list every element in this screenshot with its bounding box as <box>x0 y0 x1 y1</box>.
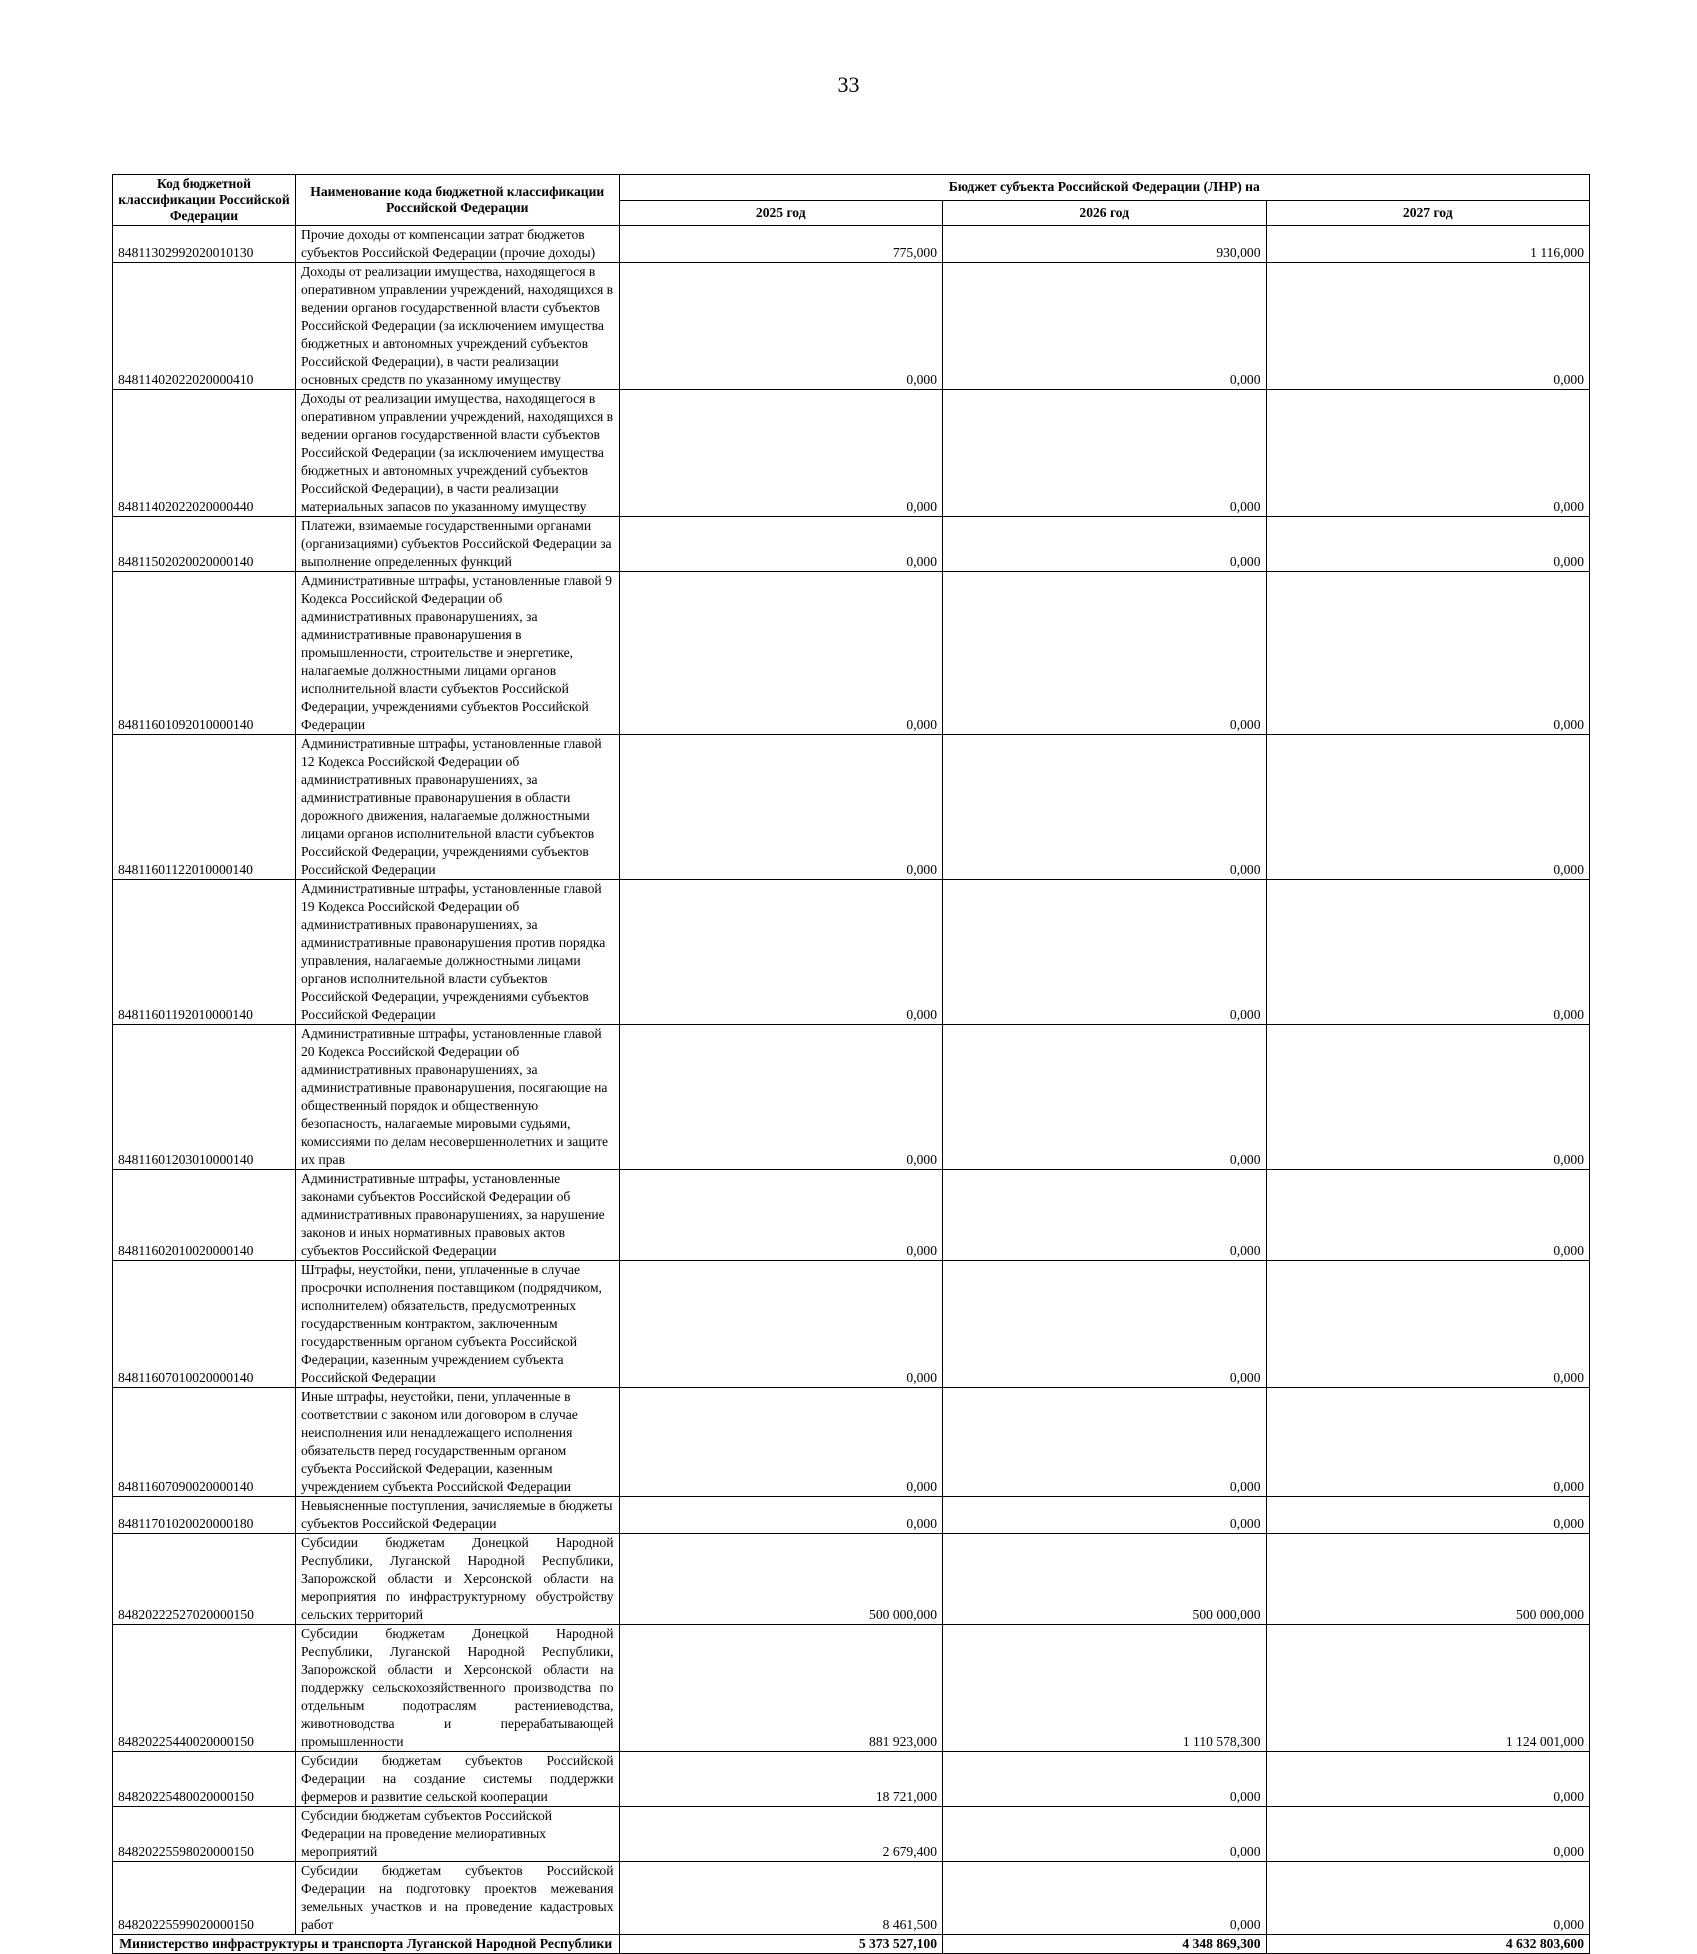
row-value-2026: 1 110 578,300 <box>943 1625 1267 1752</box>
row-value-2025: 0,000 <box>619 1497 943 1534</box>
row-value-2026: 0,000 <box>943 1388 1267 1497</box>
total-value-2026: 4 348 869,300 <box>943 1935 1267 1954</box>
row-value-2027: 500 000,000 <box>1266 1534 1590 1625</box>
row-value-2027: 0,000 <box>1266 1025 1590 1170</box>
row-name: Платежи, взимаемые государственными органами (организациями) субъектов Российской Федерации за выполнение определенных функций <box>296 517 620 572</box>
row-value-2026: 0,000 <box>943 1807 1267 1862</box>
row-value-2025: 0,000 <box>619 263 943 390</box>
row-value-2026: 0,000 <box>943 263 1267 390</box>
row-value-2027: 0,000 <box>1266 1752 1590 1807</box>
row-code: 84811701020020000180 <box>113 1497 296 1534</box>
row-code: 84820225599020000150 <box>113 1862 296 1935</box>
row-value-2027: 0,000 <box>1266 1388 1590 1497</box>
row-name: Административные штрафы, установленные законами субъектов Российской Федерации об административных правонарушениях, за нарушение законов и иных нормативных правовых актов субъектов Российской Федерации <box>296 1170 620 1261</box>
row-value-2026: 0,000 <box>943 1025 1267 1170</box>
table-row <box>113 263 1590 390</box>
row-code: 84811601092010000140 <box>113 572 296 735</box>
row-value-2027: 0,000 <box>1266 263 1590 390</box>
row-name: Субсидии бюджетам Донецкой Народной Республики, Луганской Народной Республики, Запорожской области и Херсонской области на поддержку сельскохозяйственного производства по отдельным подотраслям растениеводства, животноводства и перерабатывающей промышленности <box>296 1625 620 1752</box>
row-value-2027: 0,000 <box>1266 1170 1590 1261</box>
row-value-2027: 0,000 <box>1266 735 1590 880</box>
row-value-2025: 881 923,000 <box>619 1625 943 1752</box>
row-code: 84811602010020000140 <box>113 1170 296 1261</box>
table-row <box>113 1170 1590 1261</box>
row-code: 84811601203010000140 <box>113 1025 296 1170</box>
table-row <box>113 226 1590 263</box>
page-number: 33 <box>837 72 860 97</box>
row-value-2027: 0,000 <box>1266 390 1590 517</box>
row-value-2026: 0,000 <box>943 1497 1267 1534</box>
row-name: Невыясненные поступления, зачисляемые в бюджеты субъектов Российской Федерации <box>296 1497 620 1534</box>
row-value-2025: 775,000 <box>619 226 943 263</box>
row-value-2025: 0,000 <box>619 572 943 735</box>
row-value-2027: 0,000 <box>1266 880 1590 1025</box>
row-code: 84811607090020000140 <box>113 1388 296 1497</box>
table-row <box>113 1752 1590 1807</box>
row-value-2026: 0,000 <box>943 390 1267 517</box>
row-name: Доходы от реализации имущества, находящегося в оперативном управлении учреждений, находящихся в ведении органов государственной власти субъектов Российской Федерации (за исключением имущества бюджетных и автономных учреждений субъектов Российской Федерации), в части реализации материальных запасов по указанному имуществу <box>296 390 620 517</box>
total-label: Министерство инфраструктуры и транспорта Луганской Народной Республики <box>113 1935 620 1954</box>
row-value-2025: 2 679,400 <box>619 1807 943 1862</box>
row-value-2025: 500 000,000 <box>619 1534 943 1625</box>
row-code: 84811502020020000140 <box>113 517 296 572</box>
row-value-2026: 0,000 <box>943 1261 1267 1388</box>
row-code: 84811302992020010130 <box>113 226 296 263</box>
row-value-2025: 0,000 <box>619 1261 943 1388</box>
total-row <box>113 1935 1590 1954</box>
row-name: Административные штрафы, установленные главой 19 Кодекса Российской Федерации об административных правонарушениях, за административные правонарушения против порядка управления, налагаемые должностными лицами органов исполнительной власти субъектов Российской Федерации, учреждениями субъектов Российской Федерации <box>296 880 620 1025</box>
row-value-2026: 0,000 <box>943 517 1267 572</box>
row-value-2025: 0,000 <box>619 517 943 572</box>
row-name: Штрафы, неустойки, пени, уплаченные в случае просрочки исполнения поставщиком (подрядчиком, исполнителем) обязательств, предусмотренных государственным контрактом, заключенным государственным органом субъекта Российской Федерации, казенным учреждением субъекта Российской Федерации <box>296 1261 620 1388</box>
total-value-2027: 4 632 803,600 <box>1266 1935 1590 1954</box>
row-value-2027: 0,000 <box>1266 1807 1590 1862</box>
budget-table <box>112 174 1590 1954</box>
header-code: Код бюджетной классификации Российской Федерации <box>113 175 296 226</box>
row-code: 84811402022020000410 <box>113 263 296 390</box>
row-value-2026: 0,000 <box>943 1752 1267 1807</box>
table-row <box>113 517 1590 572</box>
row-value-2025: 8 461,500 <box>619 1862 943 1935</box>
row-name: Иные штрафы, неустойки, пени, уплаченные в соответствии с законом или договором в случае неисполнения или ненадлежащего исполнения обязательств перед государственным органом субъекта Российской Федерации, казенным учреждением субъекта Российской Федерации <box>296 1388 620 1497</box>
header-name: Наименование кода бюджетной классификации Российской Федерации <box>296 175 620 226</box>
table-row <box>113 1261 1590 1388</box>
row-code: 84811601192010000140 <box>113 880 296 1025</box>
row-value-2025: 0,000 <box>619 735 943 880</box>
table-row <box>113 572 1590 735</box>
row-name: Субсидии бюджетам субъектов Российской Федерации на создание системы поддержки фермеров и развитие сельской кооперации <box>296 1752 620 1807</box>
row-value-2025: 0,000 <box>619 880 943 1025</box>
row-value-2027: 0,000 <box>1266 1497 1590 1534</box>
row-value-2027: 0,000 <box>1266 517 1590 572</box>
row-value-2027: 0,000 <box>1266 1261 1590 1388</box>
row-value-2025: 18 721,000 <box>619 1752 943 1807</box>
table-row <box>113 1388 1590 1497</box>
row-code: 84820222527020000150 <box>113 1534 296 1625</box>
row-value-2026: 500 000,000 <box>943 1534 1267 1625</box>
row-name: Субсидии бюджетам субъектов Российской Федерации на проведение мелиоративных мероприятий <box>296 1807 620 1862</box>
row-name: Административные штрафы, установленные главой 12 Кодекса Российской Федерации об административных правонарушениях, за административные правонарушения в области дорожного движения, налагаемые должностными лицами органов исполнительной власти субъектов Российской Федерации, учреждениями субъектов Российской Федерации <box>296 735 620 880</box>
row-name: Доходы от реализации имущества, находящегося в оперативном управлении учреждений, находящихся в ведении органов государственной власти субъектов Российской Федерации (за исключением имущества бюджетных и автономных учреждений субъектов Российской Федерации), в части реализации основных средств по указанному имуществу <box>296 263 620 390</box>
row-code: 84811601122010000140 <box>113 735 296 880</box>
row-code: 84820225480020000150 <box>113 1752 296 1807</box>
table-row <box>113 1625 1590 1752</box>
header-year-2025: 2025 год <box>619 200 943 226</box>
header-year-2027: 2027 год <box>1266 200 1590 226</box>
table-row <box>113 1862 1590 1935</box>
row-value-2026: 930,000 <box>943 226 1267 263</box>
row-value-2025: 0,000 <box>619 1025 943 1170</box>
row-name: Субсидии бюджетам Донецкой Народной Республики, Луганской Народной Республики, Запорожской области и Херсонской области на мероприятия по инфраструктурному обустройству сельских территорий <box>296 1534 620 1625</box>
header-year-2026: 2026 год <box>943 200 1267 226</box>
row-name: Прочие доходы от компенсации затрат бюджетов субъектов Российской Федерации (прочие доходы) <box>296 226 620 263</box>
row-value-2025: 0,000 <box>619 1170 943 1261</box>
row-code: 84811402022020000440 <box>113 390 296 517</box>
table-row <box>113 880 1590 1025</box>
row-name: Субсидии бюджетам субъектов Российской Федерации на подготовку проектов межевания земельных участков и на проведение кадастровых работ <box>296 1862 620 1935</box>
row-value-2026: 0,000 <box>943 880 1267 1025</box>
table-row <box>113 1497 1590 1534</box>
row-value-2027: 1 116,000 <box>1266 226 1590 263</box>
row-value-2026: 0,000 <box>943 1862 1267 1935</box>
row-code: 84820225440020000150 <box>113 1625 296 1752</box>
row-value-2027: 1 124 001,000 <box>1266 1625 1590 1752</box>
row-value-2027: 0,000 <box>1266 572 1590 735</box>
row-value-2025: 0,000 <box>619 390 943 517</box>
row-value-2026: 0,000 <box>943 735 1267 880</box>
row-value-2025: 0,000 <box>619 1388 943 1497</box>
row-code: 84820225598020000150 <box>113 1807 296 1862</box>
row-name: Административные штрафы, установленные главой 9 Кодекса Российской Федерации об административных правонарушениях, за административные правонарушения в промышленности, строительстве и энергетике, налагаемые должностными лицами органов исполнительной власти субъектов Российской Федерации, учреждениями субъектов Российской Федерации <box>296 572 620 735</box>
table-row <box>113 1807 1590 1862</box>
row-value-2026: 0,000 <box>943 1170 1267 1261</box>
row-code: 84811607010020000140 <box>113 1261 296 1388</box>
row-name: Административные штрафы, установленные главой 20 Кодекса Российской Федерации об административных правонарушениях, за административные правонарушения, посягающие на общественный порядок и общественную безопасность, налагаемые мировыми судьями, комиссиями по делам несовершеннолетних и защите их прав <box>296 1025 620 1170</box>
header-budget-group: Бюджет субъекта Российской Федерации (ЛНР) на <box>619 175 1590 201</box>
total-value-2025: 5 373 527,100 <box>619 1935 943 1954</box>
table-row <box>113 1534 1590 1625</box>
row-value-2027: 0,000 <box>1266 1862 1590 1935</box>
row-value-2026: 0,000 <box>943 572 1267 735</box>
table-row <box>113 735 1590 880</box>
table-row <box>113 390 1590 517</box>
table-row <box>113 1025 1590 1170</box>
